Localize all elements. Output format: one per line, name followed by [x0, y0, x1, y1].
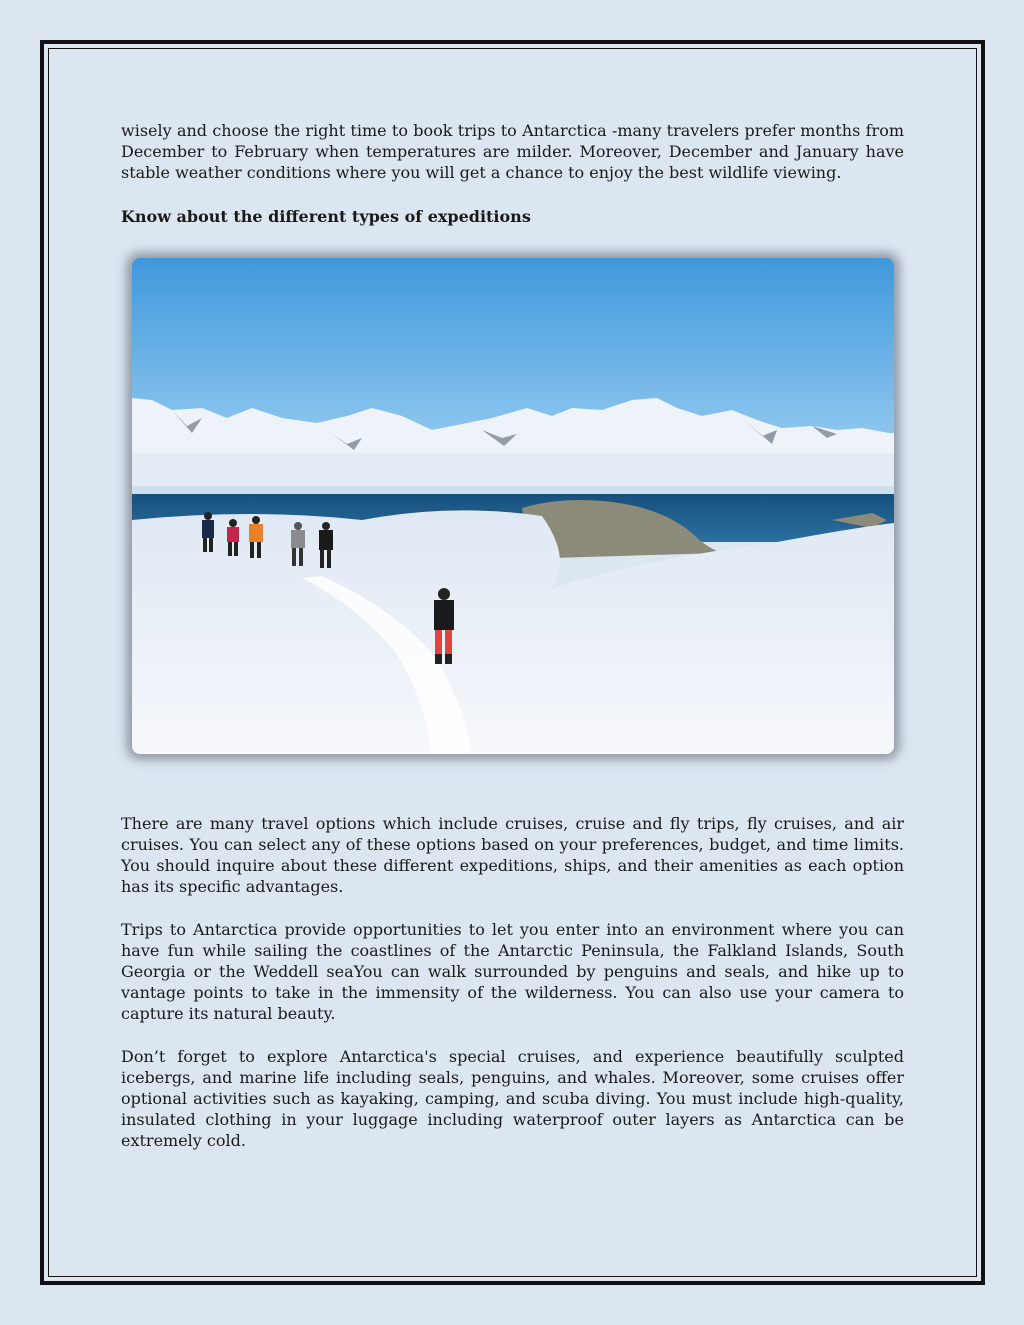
options-paragraph: There are many travel options which include cruises, cruise and fly trips, fly cruises, and air cruises. You can select any of these options based on your preferences, budget, and time limits. You should inquire about these different expeditions, ships, and their amenities as each option has its specific advantages.	[121, 814, 904, 896]
trips-paragraph: Trips to Antarctica provide opportunities to let you enter into an environment where you can have fun while sailing the coastlines of the Antarctic Peninsula, the Falkland Islands, South Georgia or the Weddell seaYou can walk surrounded by penguins and seals, and hike up to vantage points to take in the immensity of the wilderness. You can also use your camera to capture its natural beauty.	[121, 920, 904, 1023]
antarctica-hikers-photo	[132, 258, 894, 754]
photo-illustration	[132, 258, 894, 754]
document-body	[121, 120, 904, 1150]
sky	[132, 258, 894, 433]
section-heading: Know about the different types of expeditions	[121, 207, 531, 226]
intro-paragraph: wisely and choose the right time to book trips to Antarctica -many travelers prefer months from December to February when temperatures are milder. Moreover, December and January have stable weather conditions where you will get a chance to enjoy the best wildlife viewing.	[121, 121, 904, 182]
snow-field	[132, 510, 894, 754]
explore-paragraph: Don’t forget to explore Antarctica's special cruises, and experience beautifully sculpted icebergs, and marine life including seals, penguins, and whales. Moreover, some cruises offer optional activities such as kayaking, camping, and scuba diving. You must include high-quality, insulated clothing in your luggage including waterproof outer layers as Antarctica can be extremely cold.	[121, 1047, 904, 1150]
glacier-edge	[132, 486, 894, 494]
